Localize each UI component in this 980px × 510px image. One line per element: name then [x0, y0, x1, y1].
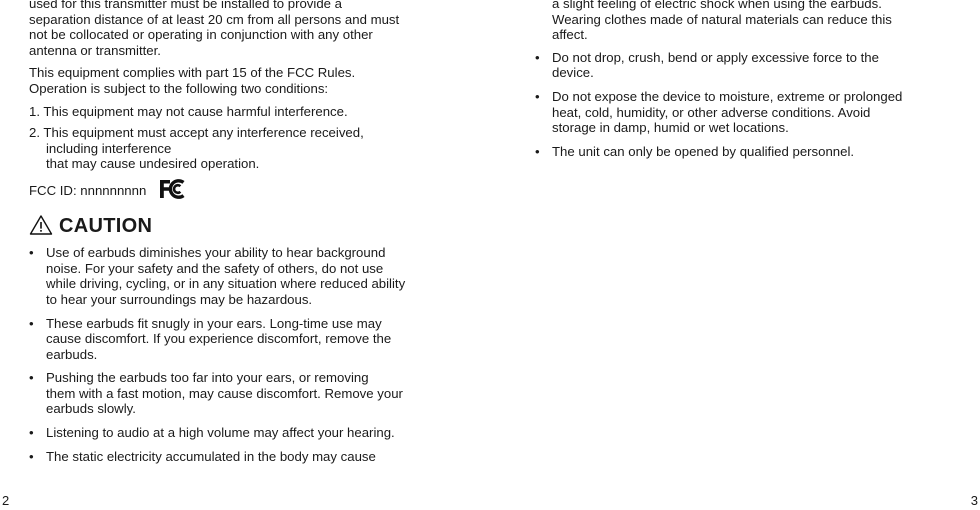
fcc-id: FCC ID: nnnnnnnnn: [29, 182, 147, 198]
fcc-id-row: [29, 178, 469, 204]
caution-title: CAUTION: [59, 214, 153, 237]
list-item: • These earbuds fit snugly in your ears. Long-time use may cause discomfort. If you experience discomfort, remove the earbuds.: [29, 315, 392, 362]
list-item: • The static electricity accumulated in the body may cause: [29, 448, 376, 464]
list-item: • Use of earbuds diminishes your ability to hear background noise. For your safety and the safety of others, do not use while driving, cycling, or in any situation where reduced ability to hear your surroundings may be hazardous.: [29, 245, 406, 307]
caution-heading: [29, 214, 469, 240]
rf-exposure-paragraph: used for this transmitter must be installed to provide a separation distance of at least 20 cm from all persons and must not be collocated or operating in conjunction with any other antenna or transmitter.: [29, 0, 400, 58]
list-item: • Pushing the earbuds too far into your ears, or removing them with a fast motion, may cause discomfort. Remove your earbuds slowly.: [29, 370, 403, 417]
continuation-paragraph: a slight feeling of electric shock when using the earbuds. Wearing clothes made of natural materials can reduce this affect.: [552, 0, 892, 43]
right-page: [490, 0, 980, 510]
list-item: • Do not drop, crush, bend or apply excessive force to the device.: [535, 49, 879, 81]
fcc-compliance-paragraph: This equipment complies with part 15 of the FCC Rules. Operation is subject to the following two conditions:: [29, 65, 356, 96]
list-item: • Listening to audio at a high volume may affect your hearing.: [29, 425, 395, 441]
caution-list: [29, 245, 469, 464]
warning-triangle-icon: [29, 214, 53, 240]
list-item: • Do not expose the device to moisture, extreme or prolonged heat, cold, humidity, or other adverse conditions. Avoid storage in damp, humid or wet locations.: [535, 88, 903, 136]
left-column: [29, 0, 469, 472]
page-number-right: 3: [970, 493, 978, 508]
right-column: [535, 0, 955, 167]
list-item: • The unit can only be opened by qualified personnel.: [535, 143, 855, 159]
condition-2: 2. This equipment must accept any interference received, including interference that may cause undesired operation.: [29, 125, 364, 172]
fcc-logo-icon: [158, 178, 188, 204]
caution-list-continued: [535, 50, 955, 160]
page-number-left: 2: [2, 493, 10, 508]
condition-1: 1. This equipment may not cause harmful interference.: [29, 103, 348, 119]
